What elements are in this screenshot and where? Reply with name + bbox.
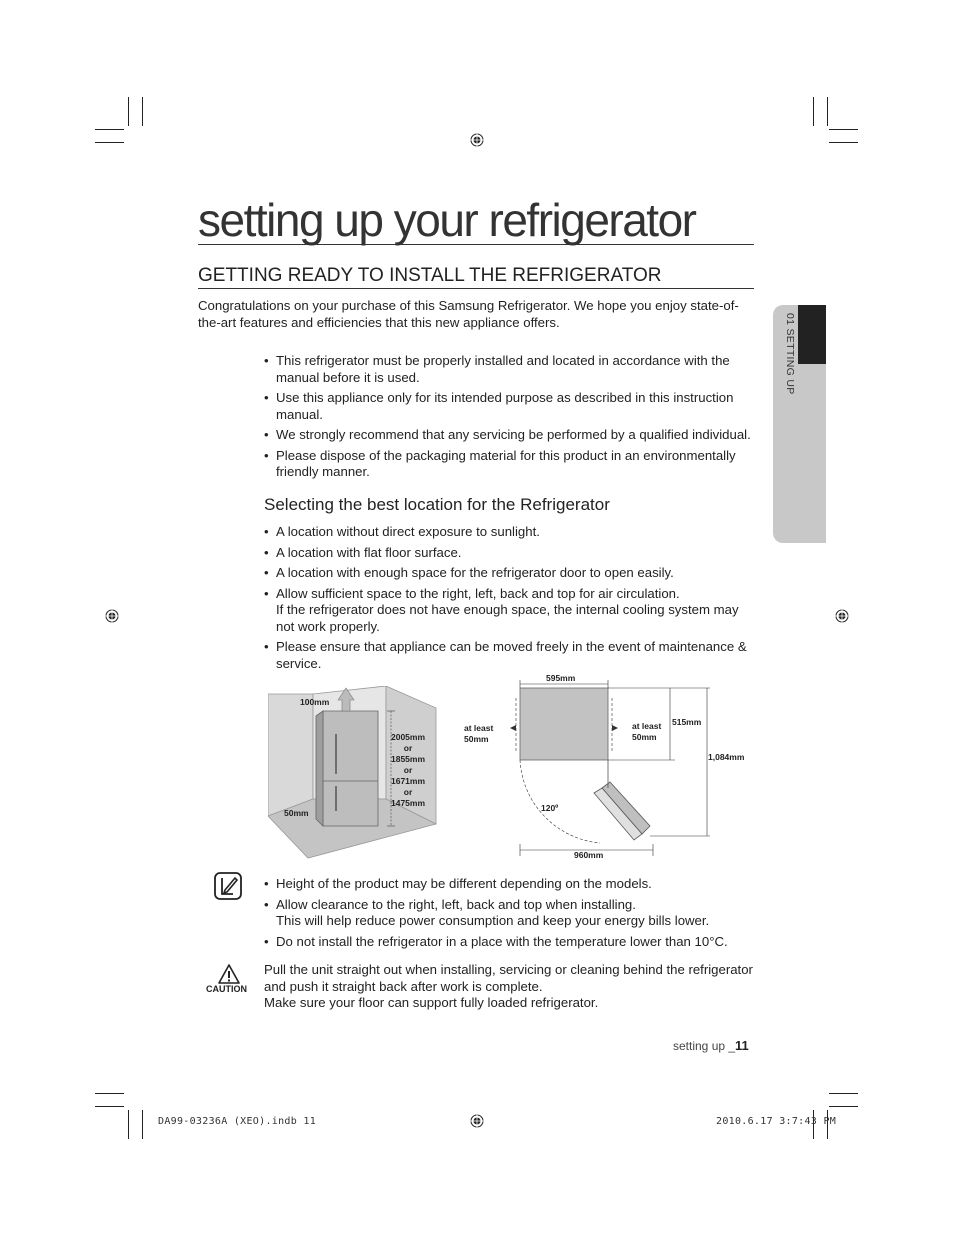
total-width-label: 960mm bbox=[574, 850, 604, 860]
list-item: • Please ensure that appliance can be moved freely in the event of maintenance & service. bbox=[264, 639, 747, 671]
crop-mark bbox=[829, 129, 858, 130]
top-clearance-label: 100mm bbox=[300, 697, 330, 707]
fridge-front bbox=[323, 711, 378, 826]
depth-label: 515mm bbox=[672, 717, 702, 727]
install-bullet-list bbox=[264, 353, 760, 485]
list-item: • Allow clearance to the right, left, back and top when installing. This will help reduce power consumption and keep your energy bills lower. bbox=[264, 896, 710, 928]
angle-label: 120º bbox=[541, 803, 559, 813]
location-subtitle: Selecting the best location for the Refrigerator bbox=[264, 495, 610, 514]
registration-mark-icon bbox=[105, 609, 119, 623]
registration-mark-icon bbox=[470, 133, 484, 147]
right-gap-label: at least 50mm bbox=[632, 721, 662, 742]
crop-mark bbox=[95, 1093, 124, 1094]
fridge-side bbox=[316, 711, 323, 826]
crop-mark bbox=[827, 97, 828, 126]
page-number: setting up _11 bbox=[673, 1038, 749, 1053]
list-item: • Allow sufficient space to the right, left, back and top for air circulation. If the refrigerator does not have enough space, the internal cooling system may not work properly. bbox=[264, 585, 739, 634]
fridge-top-view bbox=[520, 688, 608, 760]
crop-mark bbox=[128, 97, 129, 126]
left-wall bbox=[268, 694, 313, 816]
crop-mark bbox=[829, 1093, 858, 1094]
slug-filename: DA99-03236A (XEO).indb 11 bbox=[158, 1116, 317, 1127]
chapter-tab-marker bbox=[798, 305, 826, 364]
caution-icon bbox=[218, 964, 240, 984]
crop-mark bbox=[95, 142, 124, 143]
total-depth-label: 1,084mm bbox=[708, 752, 745, 762]
door-clearance-diagram bbox=[510, 678, 720, 858]
list-item: • Do not install the refrigerator in a place with the temperature lower than 10°C. bbox=[264, 933, 728, 949]
side-clearance-label: 50mm bbox=[284, 808, 309, 818]
chapter-tab bbox=[773, 305, 826, 543]
crop-mark bbox=[813, 97, 814, 126]
location-bullet-list bbox=[264, 524, 760, 676]
caution-label: CAUTION bbox=[206, 984, 247, 994]
page-title: setting up your refrigerator bbox=[198, 196, 754, 245]
list-item: • Height of the product may be different depending on the models. bbox=[264, 876, 652, 891]
left-gap-label: at least 50mm bbox=[464, 723, 494, 744]
notes-list bbox=[264, 876, 760, 954]
note-icon bbox=[214, 872, 242, 900]
list-item: • A location with enough space for the refrigerator door to open easily. bbox=[264, 565, 674, 580]
list-item: • A location without direct exposure to sunlight. bbox=[264, 524, 540, 539]
registration-mark-icon bbox=[470, 1114, 484, 1128]
list-item: • A location with flat floor surface. bbox=[264, 544, 462, 560]
crop-mark bbox=[142, 1110, 143, 1139]
crop-mark bbox=[95, 129, 124, 130]
registration-mark-icon bbox=[835, 609, 849, 623]
crop-mark bbox=[142, 97, 143, 126]
crop-mark bbox=[829, 142, 858, 143]
section-title: GETTING READY TO INSTALL THE REFRIGERATOR bbox=[198, 264, 754, 289]
list-item: • Use this appliance only for its intended purpose as described in this instruction manual. bbox=[264, 390, 734, 422]
crop-mark bbox=[829, 1106, 858, 1107]
list-item: • Please dispose of the packaging material for this product in an environmentally friendly manner. bbox=[264, 447, 736, 479]
caution-text: Pull the unit straight out when installing, servicing or cleaning behind the refrigerator and push it straight back after work is complete. Make sure your floor can support fully loaded refrigerator. bbox=[264, 962, 753, 1010]
crop-mark bbox=[128, 1110, 129, 1139]
crop-mark bbox=[95, 1106, 124, 1107]
list-item: • This refrigerator must be properly installed and located in accordance with the manual before it is used. bbox=[264, 353, 730, 385]
intro-paragraph: Congratulations on your purchase of this Samsung Refrigerator. We hope you enjoy state-of-the-art features and efficiencies that this new appliance offers. bbox=[198, 298, 739, 330]
width-label: 595mm bbox=[546, 673, 576, 683]
list-item: • We strongly recommend that any servicing be performed by a qualified individual. bbox=[264, 427, 751, 442]
slug-timestamp: 2010.6.17 3:7:43 PM bbox=[716, 1116, 837, 1127]
chapter-tab-label: 01 SETTING UP bbox=[784, 313, 796, 395]
height-options-label: 2005mm or 1855mm or 1671mm or 1475mm bbox=[391, 732, 426, 808]
